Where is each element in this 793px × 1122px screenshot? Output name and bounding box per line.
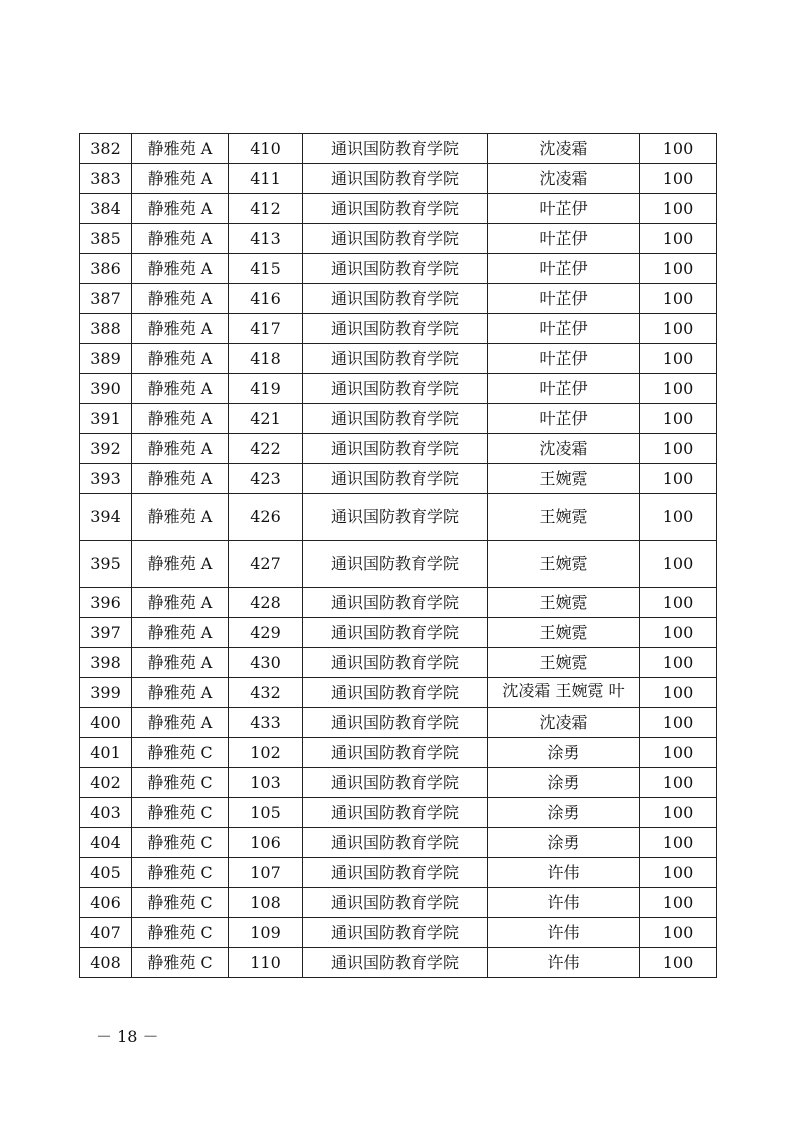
row-index-cell: 387 [80,284,132,314]
score-cell: 100 [640,254,717,284]
score-cell: 100 [640,828,717,858]
row-index-cell: 401 [80,738,132,768]
inspector-cell: 涂勇 [488,738,640,768]
row-index-cell: 394 [80,494,132,541]
college-cell: 通识国防教育学院 [303,464,488,494]
building-cell: 静雅苑 A [132,224,229,254]
college-cell: 通识国防教育学院 [303,434,488,464]
table-row [80,648,717,678]
score-cell: 100 [640,314,717,344]
inspector-cell: 许伟 [488,888,640,918]
table-row [80,738,717,768]
building-cell: 静雅苑 A [132,284,229,314]
college-cell: 通识国防教育学院 [303,374,488,404]
building-cell: 静雅苑 C [132,798,229,828]
building-cell: 静雅苑 A [132,434,229,464]
inspector-cell: 叶芷伊 [488,404,640,434]
college-cell: 通识国防教育学院 [303,738,488,768]
table-row [80,858,717,888]
table-row [80,374,717,404]
row-index-cell: 399 [80,678,132,708]
building-cell: 静雅苑 A [132,541,229,588]
inspector-cell: 叶芷伊 [488,194,640,224]
building-cell: 静雅苑 A [132,254,229,284]
building-cell: 静雅苑 A [132,314,229,344]
table-row [80,828,717,858]
inspector-cell: 王婉霓 [488,588,640,618]
score-cell: 100 [640,858,717,888]
college-cell: 通识国防教育学院 [303,918,488,948]
score-cell: 100 [640,918,717,948]
inspector-cell: 涂勇 [488,768,640,798]
room-cell: 109 [229,918,303,948]
college-cell: 通识国防教育学院 [303,344,488,374]
college-cell: 通识国防教育学院 [303,541,488,588]
room-cell: 432 [229,678,303,708]
score-cell: 100 [640,194,717,224]
inspector-cell: 许伟 [488,858,640,888]
room-cell: 419 [229,374,303,404]
score-cell: 100 [640,494,717,541]
table-row [80,164,717,194]
inspector-names-text: 沈凌霜 王婉霓 叶 [502,683,625,700]
row-index-cell: 404 [80,828,132,858]
college-cell: 通识国防教育学院 [303,494,488,541]
building-cell: 静雅苑 A [132,344,229,374]
building-cell: 静雅苑 A [132,464,229,494]
row-index-cell: 385 [80,224,132,254]
table-row [80,284,717,314]
inspector-cell [488,678,640,708]
table-row [80,768,717,798]
inspector-cell: 沈凌霜 [488,134,640,164]
inspector-cell: 王婉霓 [488,648,640,678]
room-cell: 411 [229,164,303,194]
room-cell: 427 [229,541,303,588]
inspector-cell: 王婉霓 [488,541,640,588]
score-cell: 100 [640,541,717,588]
room-cell: 110 [229,948,303,978]
inspector-cell: 叶芷伊 [488,314,640,344]
building-cell: 静雅苑 A [132,494,229,541]
college-cell: 通识国防教育学院 [303,314,488,344]
table-row [80,314,717,344]
row-index-cell: 391 [80,404,132,434]
row-index-cell: 390 [80,374,132,404]
room-cell: 433 [229,708,303,738]
room-cell: 421 [229,404,303,434]
inspector-cell: 叶芷伊 [488,284,640,314]
score-cell: 100 [640,344,717,374]
inspector-cell: 叶芷伊 [488,374,640,404]
table-body [80,134,717,978]
building-cell: 静雅苑 A [132,618,229,648]
row-index-cell: 386 [80,254,132,284]
score-cell: 100 [640,798,717,828]
building-cell: 静雅苑 A [132,134,229,164]
score-cell: 100 [640,738,717,768]
row-index-cell: 384 [80,194,132,224]
college-cell: 通识国防教育学院 [303,648,488,678]
row-index-cell: 407 [80,918,132,948]
college-cell: 通识国防教育学院 [303,404,488,434]
college-cell: 通识国防教育学院 [303,284,488,314]
college-cell: 通识国防教育学院 [303,164,488,194]
college-cell: 通识国防教育学院 [303,798,488,828]
inspector-cell: 许伟 [488,918,640,948]
table-row [80,434,717,464]
college-cell: 通识国防教育学院 [303,254,488,284]
room-cell: 413 [229,224,303,254]
college-cell: 通识国防教育学院 [303,948,488,978]
row-index-cell: 393 [80,464,132,494]
dormitory-score-table [79,133,717,978]
room-cell: 428 [229,588,303,618]
table-row [80,918,717,948]
inspector-cell: 叶芷伊 [488,254,640,284]
score-cell: 100 [640,618,717,648]
inspector-cell: 王婉霓 [488,464,640,494]
college-cell: 通识国防教育学院 [303,888,488,918]
score-cell: 100 [640,768,717,798]
row-index-cell: 382 [80,134,132,164]
table-row [80,134,717,164]
score-cell: 100 [640,164,717,194]
building-cell: 静雅苑 C [132,738,229,768]
score-cell: 100 [640,708,717,738]
building-cell: 静雅苑 A [132,708,229,738]
row-index-cell: 400 [80,708,132,738]
row-index-cell: 398 [80,648,132,678]
building-cell: 静雅苑 A [132,404,229,434]
table-row [80,254,717,284]
college-cell: 通识国防教育学院 [303,618,488,648]
room-cell: 105 [229,798,303,828]
row-index-cell: 397 [80,618,132,648]
row-index-cell: 402 [80,768,132,798]
room-cell: 423 [229,464,303,494]
row-index-cell: 403 [80,798,132,828]
row-index-cell: 408 [80,948,132,978]
room-cell: 430 [229,648,303,678]
building-cell: 静雅苑 C [132,918,229,948]
room-cell: 103 [229,768,303,798]
building-cell: 静雅苑 A [132,164,229,194]
room-cell: 410 [229,134,303,164]
building-cell: 静雅苑 A [132,678,229,708]
table-row [80,344,717,374]
inspector-cell: 王婉霓 [488,494,640,541]
score-cell: 100 [640,888,717,918]
inspector-cell: 王婉霓 [488,618,640,648]
college-cell: 通识国防教育学院 [303,858,488,888]
row-index-cell: 383 [80,164,132,194]
room-cell: 417 [229,314,303,344]
table-row [80,888,717,918]
table-row [80,224,717,254]
table-row [80,194,717,224]
inspector-cell: 涂勇 [488,828,640,858]
room-cell: 106 [229,828,303,858]
inspector-cell: 涂勇 [488,798,640,828]
room-cell: 418 [229,344,303,374]
building-cell: 静雅苑 C [132,888,229,918]
inspector-cell: 沈凌霜 [488,164,640,194]
table-row [80,678,717,708]
building-cell: 静雅苑 C [132,768,229,798]
table-row [80,464,717,494]
inspector-cell: 叶芷伊 [488,224,640,254]
row-index-cell: 396 [80,588,132,618]
inspector-cell: 叶芷伊 [488,344,640,374]
table-row [80,404,717,434]
inspector-cell: 沈凌霜 [488,708,640,738]
building-cell: 静雅苑 A [132,374,229,404]
row-index-cell: 395 [80,541,132,588]
building-cell: 静雅苑 C [132,948,229,978]
row-index-cell: 406 [80,888,132,918]
score-cell: 100 [640,404,717,434]
score-cell: 100 [640,648,717,678]
room-cell: 415 [229,254,303,284]
building-cell: 静雅苑 A [132,194,229,224]
row-index-cell: 389 [80,344,132,374]
building-cell: 静雅苑 C [132,828,229,858]
table-row [80,798,717,828]
table-row [80,588,717,618]
college-cell: 通识国防教育学院 [303,224,488,254]
row-index-cell: 392 [80,434,132,464]
score-cell: 100 [640,464,717,494]
college-cell: 通识国防教育学院 [303,768,488,798]
college-cell: 通识国防教育学院 [303,678,488,708]
inspector-cell: 许伟 [488,948,640,978]
score-cell: 100 [640,434,717,464]
college-cell: 通识国防教育学院 [303,134,488,164]
table-row [80,708,717,738]
row-index-cell: 388 [80,314,132,344]
building-cell: 静雅苑 A [132,588,229,618]
college-cell: 通识国防教育学院 [303,194,488,224]
score-cell: 100 [640,134,717,164]
table-row [80,618,717,648]
score-cell: 100 [640,374,717,404]
building-cell: 静雅苑 C [132,858,229,888]
room-cell: 422 [229,434,303,464]
row-index-cell: 405 [80,858,132,888]
room-cell: 429 [229,618,303,648]
room-cell: 102 [229,738,303,768]
college-cell: 通识国防教育学院 [303,828,488,858]
building-cell: 静雅苑 A [132,648,229,678]
page-number: － 18 － [96,1027,159,1046]
room-cell: 108 [229,888,303,918]
table-row [80,541,717,588]
score-cell: 100 [640,284,717,314]
college-cell: 通识国防教育学院 [303,588,488,618]
room-cell: 107 [229,858,303,888]
score-cell: 100 [640,224,717,254]
table-row [80,494,717,541]
table-row [80,948,717,978]
score-cell: 100 [640,948,717,978]
college-cell: 通识国防教育学院 [303,708,488,738]
room-cell: 416 [229,284,303,314]
room-cell: 412 [229,194,303,224]
room-cell: 426 [229,494,303,541]
score-cell: 100 [640,678,717,708]
inspector-cell: 沈凌霜 [488,434,640,464]
score-cell: 100 [640,588,717,618]
